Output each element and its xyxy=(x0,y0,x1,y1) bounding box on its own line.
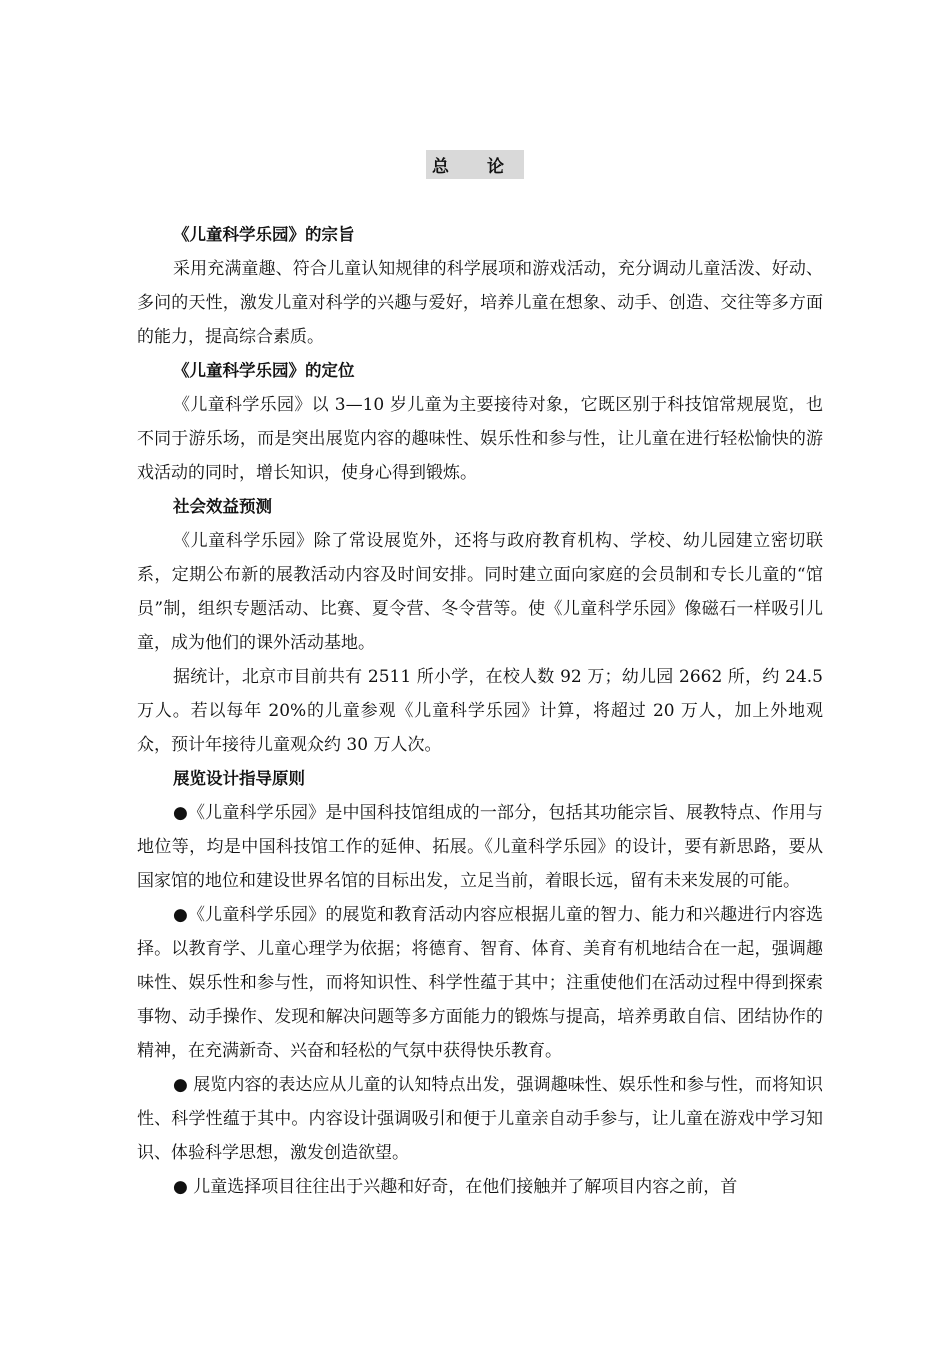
page-title: 总 论 xyxy=(426,150,524,179)
document-body xyxy=(137,218,823,1204)
paragraph-purpose: 采用充满童趣、符合儿童认知规律的科学展项和游戏活动，充分调动儿童活泼、好动、多问的天性，激发儿童对科学的兴趣与爱好，培养儿童在想象、动手、创造、交往等多方面的能力，提高综合素质。 xyxy=(137,259,823,347)
section-heading-positioning: 《儿童科学乐园》的定位 xyxy=(173,361,355,380)
section-heading-social-benefit: 社会效益预测 xyxy=(173,497,272,516)
bullet-principle-2: ●《儿童科学乐园》的展览和教育活动内容应根据儿童的智力、能力和兴趣进行内容选择。以教育学、儿童心理学为依据；将德育、智育、体育、美育有机地结合在一起，强调趣味性、娱乐性和参与性，而将知识性、科学性蕴于其中；注重使他们在活动过程中得到探索事物、动手操作、发现和解决问题等多方面能力的锻炼与提高，培养勇敢自信、团结协作的精神，在充满新奇、兴奋和轻松的气氛中获得快乐教育。 xyxy=(137,905,823,1061)
title-container xyxy=(0,150,950,179)
bullet-principle-1: ●《儿童科学乐园》是中国科技馆组成的一部分，包括其功能宗旨、展教特点、作用与地位等，均是中国科技馆工作的延伸、拓展。《儿童科学乐园》的设计，要有新思路，要从国家馆的地位和建设世界名馆的目标出发，立足当前，着眼长远，留有未来发展的可能。 xyxy=(137,803,823,891)
bullet-principle-3: ● 展览内容的表达应从儿童的认知特点出发，强调趣味性、娱乐性和参与性，而将知识性、科学性蕴于其中。内容设计强调吸引和便于儿童亲自动手参与，让儿童在游戏中学习知识、体验科学思想，激发创造欲望。 xyxy=(137,1075,823,1163)
paragraph-social-benefit-2: 据统计，北京市目前共有 2511 所小学，在校人数 92 万；幼儿园 2662 所，约 24.5 万人。若以每年 20%的儿童参观《儿童科学乐园》计算，将超过 20 万人，加上外地观众，预计年接待儿童观众约 30 万人次。 xyxy=(137,667,823,755)
paragraph-positioning: 《儿童科学乐园》以 3—10 岁儿童为主要接待对象，它既区别于科技馆常规展览，也不同于游乐场，而是突出展览内容的趣味性、娱乐性和参与性，让儿童在进行轻松愉快的游戏活动的同时，增长知识，使身心得到锻炼。 xyxy=(137,395,823,483)
section-heading-design-principles: 展览设计指导原则 xyxy=(173,769,305,788)
bullet-principle-4: ● 儿童选择项目往往出于兴趣和好奇，在他们接触并了解项目内容之前，首 xyxy=(173,1177,738,1197)
section-heading-purpose: 《儿童科学乐园》的宗旨 xyxy=(173,225,355,244)
paragraph-social-benefit-1: 《儿童科学乐园》除了常设展览外，还将与政府教育机构、学校、幼儿园建立密切联系，定期公布新的展教活动内容及时间安排。同时建立面向家庭的会员制和专长儿童的“馆员”制，组织专题活动、比赛、夏令营、冬令营等。使《儿童科学乐园》像磁石一样吸引儿童，成为他们的课外活动基地。 xyxy=(137,531,823,653)
